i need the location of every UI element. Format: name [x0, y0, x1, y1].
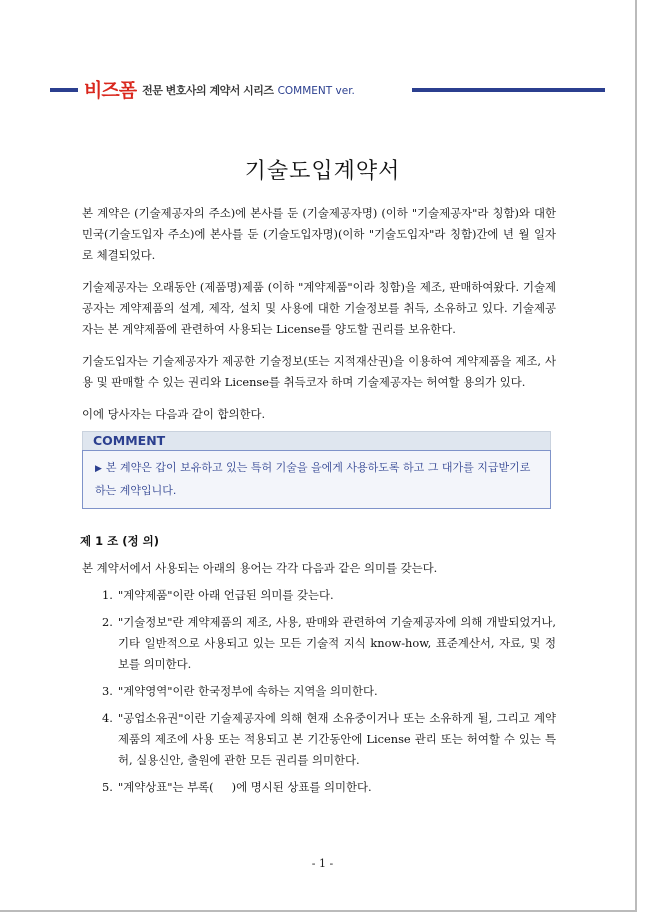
comment-body	[82, 450, 551, 509]
header-rule-left	[50, 88, 78, 92]
list-item	[82, 681, 556, 702]
item-number: 2.	[102, 615, 113, 629]
item-text: "계약영역"이란 한국정부에 속하는 지역을 의미한다.	[118, 684, 378, 698]
brand-line	[84, 78, 355, 102]
series-name: 전문 변호사의 계약서 시리즈	[142, 83, 274, 97]
item-text: "공업소유권"이란 기술제공자에 의해 현재 소유중이거나 또는 소유하게 될, 그리고 계약제품의 제조에 사용 또는 적용되고 본 기간동안에 License 관리 또는 허여할 수 있는 특허, 실용신안, 출원에 관한 모든 권리를 의미한다.	[118, 711, 556, 767]
item-number: 4.	[102, 711, 113, 725]
comment-box	[82, 431, 551, 509]
document-header	[0, 78, 645, 106]
item-text: "계약상표"는 부록( )에 명시된 상표를 의미한다.	[118, 780, 372, 794]
list-item	[82, 708, 556, 771]
brand-logo: 비즈폼	[84, 79, 137, 102]
definition-list	[82, 585, 556, 798]
background-paragraph-2: 기술도입자는 기술제공자가 제공한 기술정보(또는 지적재산권)을 이용하여 계약제품을 제조, 사용 및 판매할 수 있는 권리와 License를 취득코자 하며 기술제공자는 허여할 용의가 있다.	[82, 354, 556, 389]
list-item	[82, 612, 556, 675]
agreement-paragraph: 이에 당사자는 다음과 같이 합의한다.	[82, 407, 266, 421]
comment-label: COMMENT	[82, 431, 551, 450]
comment-text: 본 계약은 갑이 보유하고 있는 특허 기술을 을에게 사용하도록 하고 그 대가를 지급받기로 하는 계약입니다.	[95, 461, 531, 497]
item-number: 5.	[102, 780, 113, 794]
preamble-paragraph: 본 계약은 (기술제공자의 주소)에 본사를 둔 (기술제공자명) (이하 "기술제공자"라 칭함)와 대한민국(기술도입자 주소)에 본사를 둔 (기술도입자명)(이하 "기술도입자"라 칭함)간에 년 월 일자로 체결되었다.	[82, 206, 556, 262]
list-item	[82, 777, 556, 798]
item-text: "기술정보"란 계약제품의 제조, 사용, 판매와 관련하여 기술제공자에 의해 개발되었거나, 기타 일반적으로 사용되고 있는 모든 기술적 지식 know-how, 표준계산서, 자료, 및 정보를 의미한다.	[118, 615, 556, 671]
document-body	[82, 203, 556, 804]
article-heading: 제 1 조 (정 의)	[80, 534, 159, 548]
triangle-bullet-icon: ▶	[95, 464, 102, 474]
item-text: "계약제품"이란 아래 언급된 의미를 갖는다.	[118, 588, 334, 602]
article-intro: 본 계약서에서 사용되는 아래의 용어는 각각 다음과 같은 의미를 갖는다.	[82, 561, 438, 575]
page-number: - 1 -	[311, 857, 334, 870]
item-number: 3.	[102, 684, 113, 698]
item-number: 1.	[102, 588, 113, 602]
document-title: 기술도입계약서	[244, 159, 401, 184]
background-paragraph-1: 기술제공자는 오래동안 (제품명)제품 (이하 "계약제품"이라 칭함)을 제조, 판매하여왔다. 기술제공자는 계약제품의 설계, 제작, 설치 및 사용에 대한 기술정보를 취득, 소유하고 있다. 기술제공자는 본 계약제품에 관련하여 사용되는 License를 양도할 권리를 보유한다.	[82, 280, 556, 336]
version-label: COMMENT ver.	[277, 84, 355, 97]
list-item	[82, 585, 556, 606]
header-rule-right	[412, 88, 605, 92]
